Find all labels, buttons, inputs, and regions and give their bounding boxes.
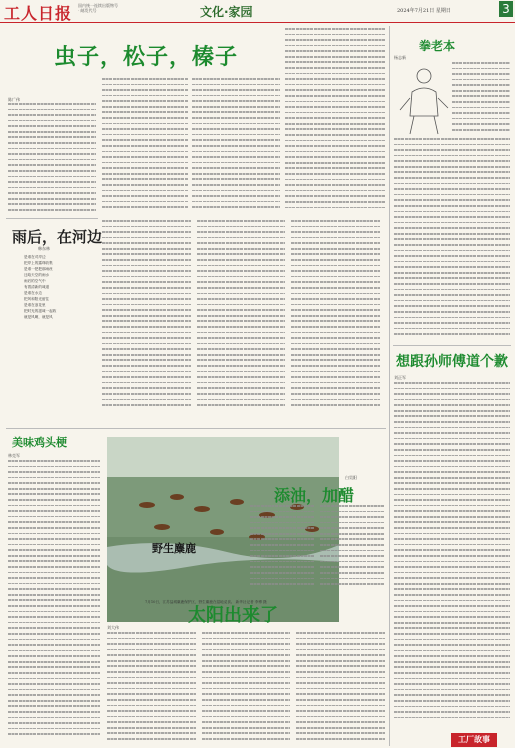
meiwei-author: 林克军 [8, 453, 20, 458]
tianyan-text [250, 505, 385, 590]
tianyan-author: 白昊阳 [345, 475, 357, 480]
poem-line: 还给天空的雨水 [24, 273, 50, 277]
right-column-divider [389, 26, 390, 746]
main-headline: 虫子，松子，榛子 [54, 45, 239, 70]
main-article-col-4 [285, 28, 385, 215]
main-article-col-2 [102, 78, 188, 215]
poem-line: 把岸上的露珠收集 [24, 261, 53, 265]
quanlaoben-illustration [396, 62, 452, 136]
poem-line: 就是风啊，就是风 [24, 315, 53, 319]
xiangni-text [394, 382, 510, 728]
quanlaoben-headline: 拳老本 [419, 39, 456, 53]
poem-line: 是谁在对岸边 [24, 255, 46, 259]
poem-line: 把风和阳光留住 [24, 297, 50, 301]
poem-author: 韩东林 [38, 246, 50, 251]
taiyang-author: 刘大伟 [107, 625, 119, 630]
poem-line: 是谁一把把那雨丝 [24, 267, 53, 271]
meiwei-headline: 美味鸡头梗 [12, 436, 67, 449]
poem-title: 雨后，在河边 [12, 228, 103, 246]
main-article-col-1 [8, 103, 96, 215]
poem-line: 雨后的空气中 [24, 279, 46, 283]
meiwei-text [8, 460, 100, 746]
photo-caption: 7月10日，江苏盐城麋鹿保护区，野生麋鹿在湿地觅食。 新华社记者 李博 摄 [145, 600, 267, 604]
main-article-col-3 [192, 78, 280, 215]
issue-date: 2024年7月21日 星期日 [397, 8, 451, 14]
poem-top-divider [6, 218, 98, 219]
poem-line: 有着清新的味道 [24, 285, 50, 289]
poem-line: 是谁在水边 [24, 291, 42, 295]
xiangni-headline: 想跟孙师傅道个歉 [396, 354, 508, 370]
page-number: 3 [499, 1, 513, 17]
quanlaoben-author: 杨志新 [394, 55, 406, 60]
main-author: 陈广伟 [8, 97, 20, 102]
section-name: 文化·家园 [200, 5, 253, 19]
factory-story-badge: 工厂故事 [451, 733, 497, 747]
quanlaoben-text [394, 138, 510, 342]
poem-line: 是谁在浪花里 [24, 303, 46, 307]
main-article-lower [102, 220, 380, 430]
right-mid-divider [393, 345, 511, 346]
quanlaoben-text-top [452, 62, 510, 136]
newspaper-logo: 工人日报 [4, 4, 73, 23]
poem-lines [24, 254, 56, 320]
xiangni-author: 刘正军 [394, 375, 406, 380]
taiyang-headline: 太阳出来了 [188, 605, 278, 626]
masthead-info: 国内统一连续出版物号 · 邮发代号 [78, 3, 118, 13]
taiyang-text [107, 632, 385, 746]
photo-title: 野生麋鹿 [152, 542, 196, 555]
mid-divider [6, 428, 386, 429]
tianyan-headline: 添油，加醋 [274, 486, 355, 505]
poem-line: 把时光的滋味一起收 [24, 309, 57, 313]
